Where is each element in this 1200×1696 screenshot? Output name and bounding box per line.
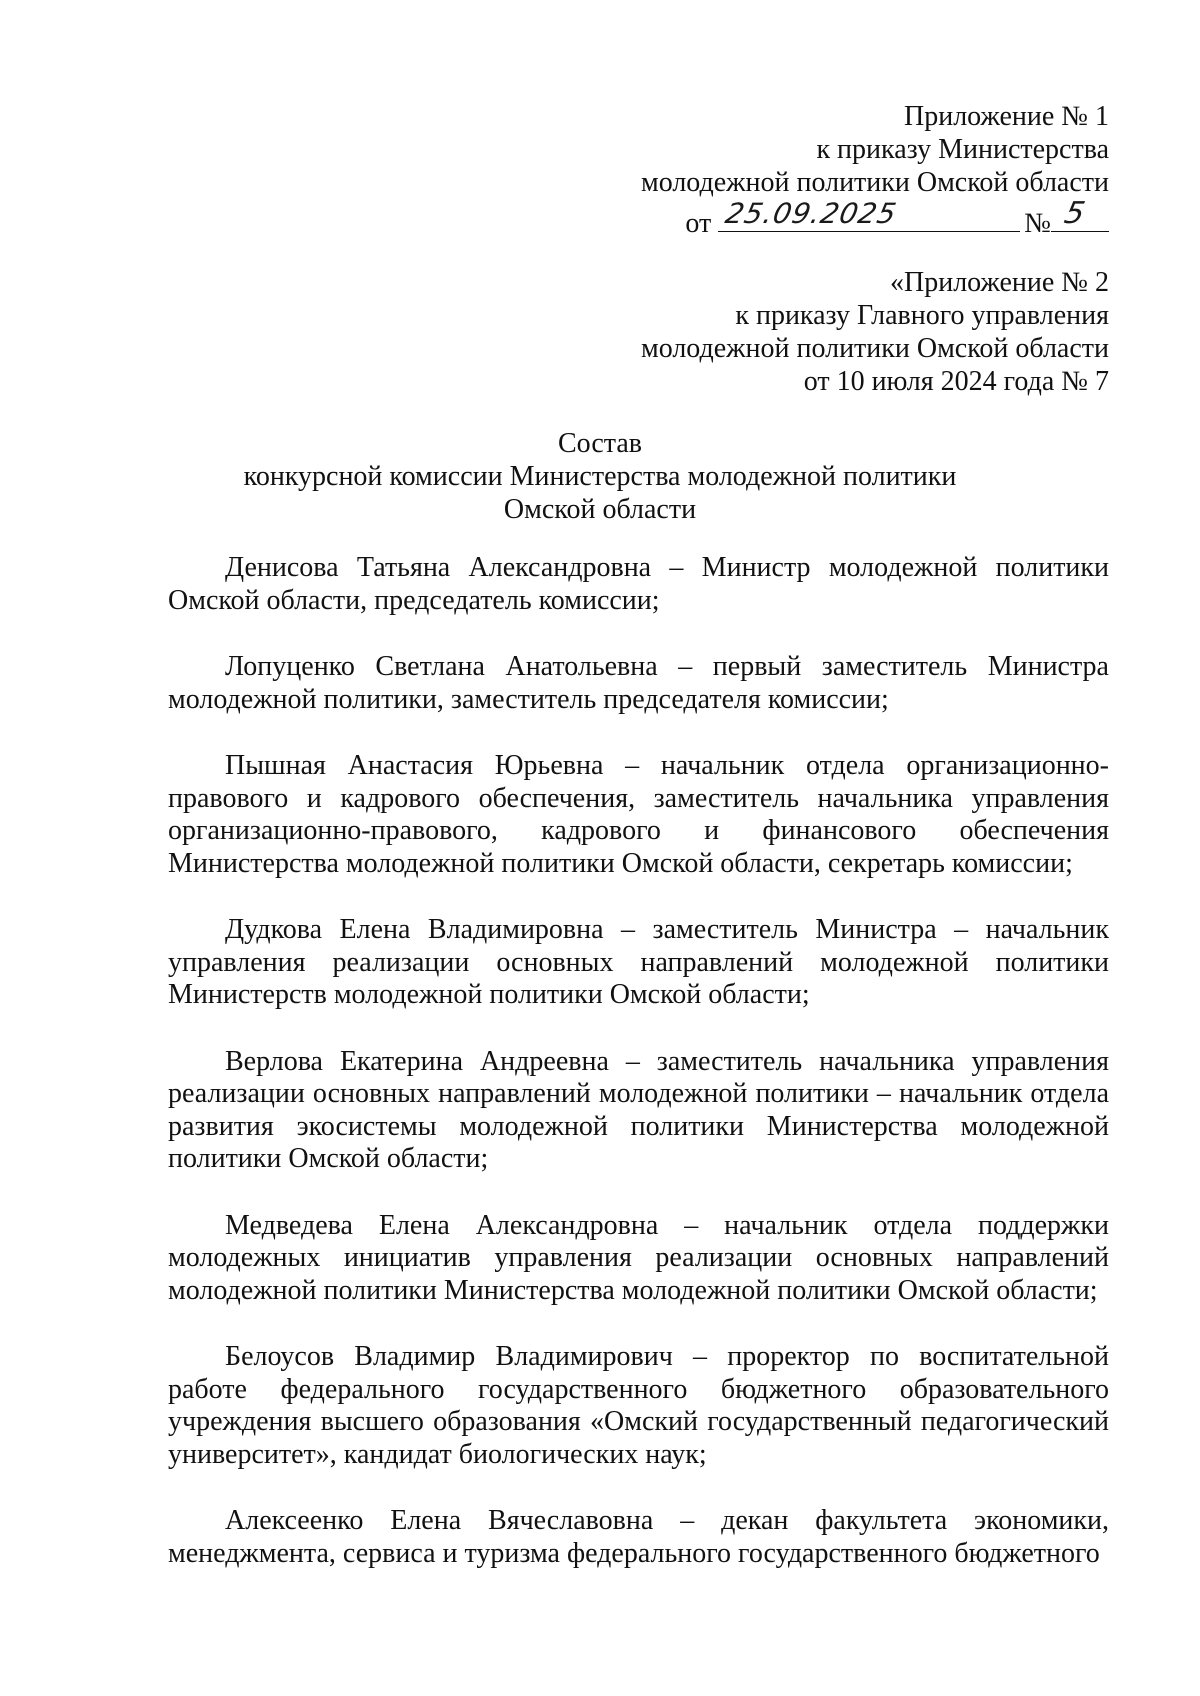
member-paragraph: Пышная Анастасия Юрьевна – начальник отдела организационно-правового и кадрового обеспечения, заместитель начальника управления организационно-правового, кадрового и финансового обеспечения Министерства молодежной политики Омской области, секретарь комиссии; bbox=[168, 750, 1109, 879]
member-paragraph: Белоусов Владимир Владимирович – проректор по воспитательной работе федерального государственного бюджетного образовательного учреждения высшего образования «Омский государственный педагогический университет», кандидат биологических наук; bbox=[168, 1341, 1109, 1470]
title-line-3: Омской области bbox=[503, 494, 697, 525]
commission-members-list bbox=[168, 552, 1109, 1570]
handwritten-number: 5 bbox=[1061, 196, 1089, 231]
handwritten-date-field bbox=[718, 199, 1020, 232]
member-paragraph: Алексеенко Елена Вячеславовна – декан факультета экономики, менеджмента, сервиса и туризма федерального государственного бюджетного bbox=[168, 1505, 1109, 1569]
appendix-2-order-ref: к приказу Главного управления bbox=[735, 300, 1109, 331]
appendix-1-order-ref: к приказу Министерства bbox=[816, 134, 1109, 165]
member-paragraph: Медведева Елена Александровна – начальник отдела поддержки молодежных инициатив управления реализации основных направлений молодежной политики Министерства молодежной политики Омской области; bbox=[168, 1209, 1109, 1306]
date-prefix: от bbox=[685, 208, 712, 239]
handwritten-number-field bbox=[1051, 196, 1109, 232]
member-paragraph: Лопуценко Светлана Анатольевна – первый заместитель Министра молодежной политики, заместитель председателя комиссии; bbox=[168, 651, 1109, 715]
number-prefix: № bbox=[1024, 208, 1051, 239]
appendix-2-header bbox=[641, 266, 1109, 398]
appendix-2-ministry: молодежной политики Омской области bbox=[640, 333, 1109, 364]
appendix-1-title: Приложение № 1 bbox=[904, 101, 1109, 132]
member-paragraph: Верлова Екатерина Андреевна – заместитель начальника управления реализации основных направлений молодежной политики – начальник отдела развития экосистемы молодежной политики Министерства молодежной политики Омской области; bbox=[168, 1045, 1109, 1174]
member-paragraph: Денисова Татьяна Александровна – Министр молодежной политики Омской области, председатель комиссии; bbox=[168, 552, 1109, 616]
appendix-1-ministry: молодежной политики Омской области bbox=[640, 167, 1109, 198]
appendix-2-date: от 10 июля 2024 года № 7 bbox=[803, 366, 1109, 397]
member-paragraph: Дудкова Елена Владимировна – заместитель Министра – начальник управления реализации основных направлений молодежной политики Министерств молодежной политики Омской области; bbox=[168, 914, 1109, 1010]
appendix-1-header bbox=[641, 100, 1109, 240]
appendix-2-title: «Приложение № 2 bbox=[890, 267, 1109, 298]
title-line-1: Состав bbox=[557, 428, 643, 459]
appendix-1-date-line bbox=[641, 196, 1109, 240]
document-title bbox=[0, 427, 1200, 526]
title-line-2: конкурсной комиссии Министерства молодежной политики bbox=[243, 461, 957, 492]
handwritten-date: 25.09.2025 bbox=[722, 197, 901, 230]
